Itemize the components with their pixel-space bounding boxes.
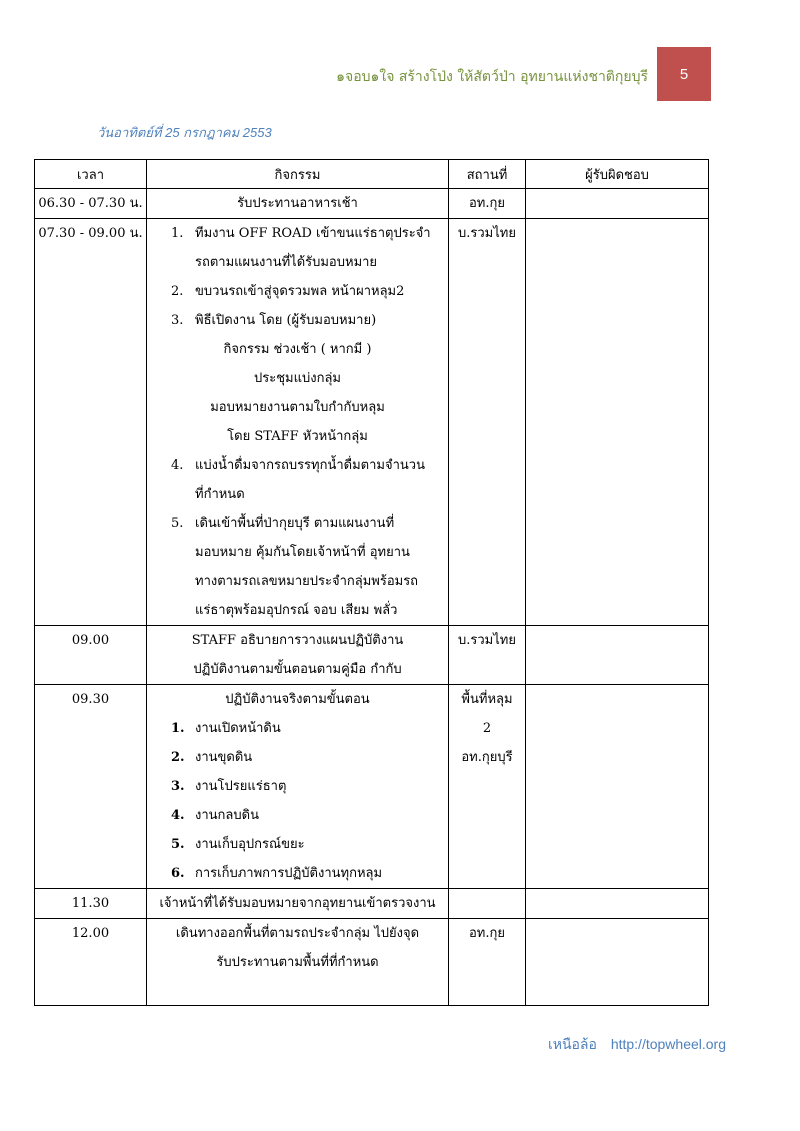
date-line: วันอาทิตย์ที่ 25 กรกฎาคม 2553 [97,125,272,140]
activity-line: เดินทางออกพื้นที่ตามรถประจำกลุ่ม ไปยังจุด [175,926,420,941]
item-text: งานโปรยแร่ธาตุ [195,779,287,794]
cell-place [449,189,526,219]
header-activity: กิจกรรม [147,160,449,189]
place-text: อท.กุยบุรี [461,750,513,765]
activity-text: รับประทานอาหารเช้า [237,196,358,211]
cell-activity [147,685,449,889]
cell-time: 12.00 [35,919,147,1006]
item-text: แบ่งน้ำดื่มจากรถบรรทุกน้ำดื่มตามจำนวน [195,458,425,473]
cell-responsible [526,626,709,685]
list-item [147,714,448,743]
item-text: งานขุดดิน [195,750,253,765]
cell-place [449,685,526,889]
cell-activity [147,189,449,219]
cell-time: 11.30 [35,889,147,919]
page-number-badge: 5 [657,47,711,101]
item-number: 1. [171,226,184,241]
list-item [147,306,448,335]
item-number: 5. [171,837,185,852]
list-item [147,743,448,772]
centered-line: โดย STAFF หัวหน้ากลุ่ม [227,429,368,444]
item-number: 2. [171,750,185,765]
footer-link[interactable]: http://topwheel.org [610,1036,726,1052]
list-item [147,859,448,888]
schedule-table [34,159,709,1006]
item-text: งานกลบดิน [195,808,259,823]
cell-activity [147,626,449,685]
header-time: เวลา [35,160,147,189]
cell-time: 09.30 [35,685,147,889]
item-number: 6. [171,866,185,881]
cell-place [449,889,526,919]
item-text: เดินเข้าพื้นที่ป่ากุยบุรี ตามแผนงานที่ [195,516,395,531]
item-number: 4. [171,458,184,473]
item-continuation: มอบหมาย คุ้มกันโดยเจ้าหน้าที่ อุทยาน [195,545,410,560]
cell-responsible [526,685,709,889]
table-row [35,685,709,889]
cell-place [449,626,526,685]
item-number: 1. [171,721,185,736]
item-number: 3. [171,779,185,794]
place-text: อท.กุย [469,196,505,211]
item-continuation: ที่กำหนด [195,487,245,502]
place-text: พื้นที่หลุม [461,692,513,707]
cell-responsible [526,189,709,219]
centered-line: มอบหมายงานตามใบกำกับหลุม [210,400,385,415]
place-text: บ.รวมไทย [458,226,516,241]
place-text: 2 [482,721,492,736]
place-text: บ.รวมไทย [458,633,516,648]
list-item [147,772,448,801]
cell-responsible [526,219,709,626]
list-item [147,451,448,480]
cell-place [449,219,526,626]
cell-activity [147,219,449,626]
header-title: ๑จอบ๑ใจ สร้างโป่ง ให้สัตว์ป่า อุทยานแห่งชาติกุยบุรี [336,69,648,85]
activity-title: ปฏิบัติงานจริงตามขั้นตอน [225,692,370,707]
cell-time: 07.30 - 09.00 น. [35,219,147,626]
header-responsible: ผู้รับผิดชอบ [526,160,709,189]
table-row [35,889,709,919]
item-text: ขบวนรถเข้าสู่จุดรวมพล หน้าผาหลุม2 [195,284,405,299]
item-number: 3. [171,313,184,328]
item-text: งานเปิดหน้าดิน [195,721,281,736]
list-item [147,277,448,306]
item-number: 5. [171,516,184,531]
table-row [35,219,709,626]
list-item [147,801,448,830]
table-row [35,189,709,219]
place-text: อท.กุย [469,926,505,941]
centered-line: ประชุมแบ่งกลุ่ม [254,371,341,386]
item-text: การเก็บภาพการปฏิบัติงานทุกหลุม [195,866,383,881]
list-item [147,830,448,859]
activity-text: เจ้าหน้าที่ได้รับมอบหมายจากอุทยานเข้าตรวจงาน [159,896,436,911]
item-number: 4. [171,808,185,823]
table-row [35,919,709,1006]
cell-time: 09.00 [35,626,147,685]
activity-line: รับประทานตามพื้นที่ที่กำหนด [216,955,379,970]
item-text: ทีมงาน OFF ROAD เข้าขนแร่ธาตุประจำ [195,226,431,241]
cell-place [449,919,526,1006]
cell-activity [147,889,449,919]
item-number: 2. [171,284,184,299]
list-item [147,509,448,538]
cell-time: 06.30 - 07.30 น. [35,189,147,219]
cell-activity [147,919,449,1006]
item-text: งานเก็บอุปกรณ์ขยะ [195,837,305,852]
cell-responsible [526,919,709,1006]
cell-responsible [526,889,709,919]
centered-line: กิจกรรม ช่วงเช้า ( หากมี ) [223,342,372,357]
item-continuation: แร่ธาตุพร้อมอุปกรณ์ จอบ เสียม พลั่ว [195,603,398,618]
footer [548,1034,726,1056]
list-item [147,219,448,248]
header-place: สถานที่ [449,160,526,189]
item-continuation: รถตามแผนงานที่ได้รับมอบหมาย [195,255,378,270]
footer-label: เหนือล้อ [547,1036,597,1052]
table-row [35,626,709,685]
activity-line: STAFF อธิบายการวางแผนปฏิบัติงาน [191,633,404,648]
item-continuation: ทางตามรถเลขหมายประจำกลุ่มพร้อมรถ [195,574,419,589]
item-text: พิธีเปิดงาน โดย (ผู้รับมอบหมาย) [195,313,377,328]
table-header-row [35,160,709,189]
activity-line: ปฏิบัติงานตามขั้นตอนตามคู่มือ กำกับ [193,662,402,677]
